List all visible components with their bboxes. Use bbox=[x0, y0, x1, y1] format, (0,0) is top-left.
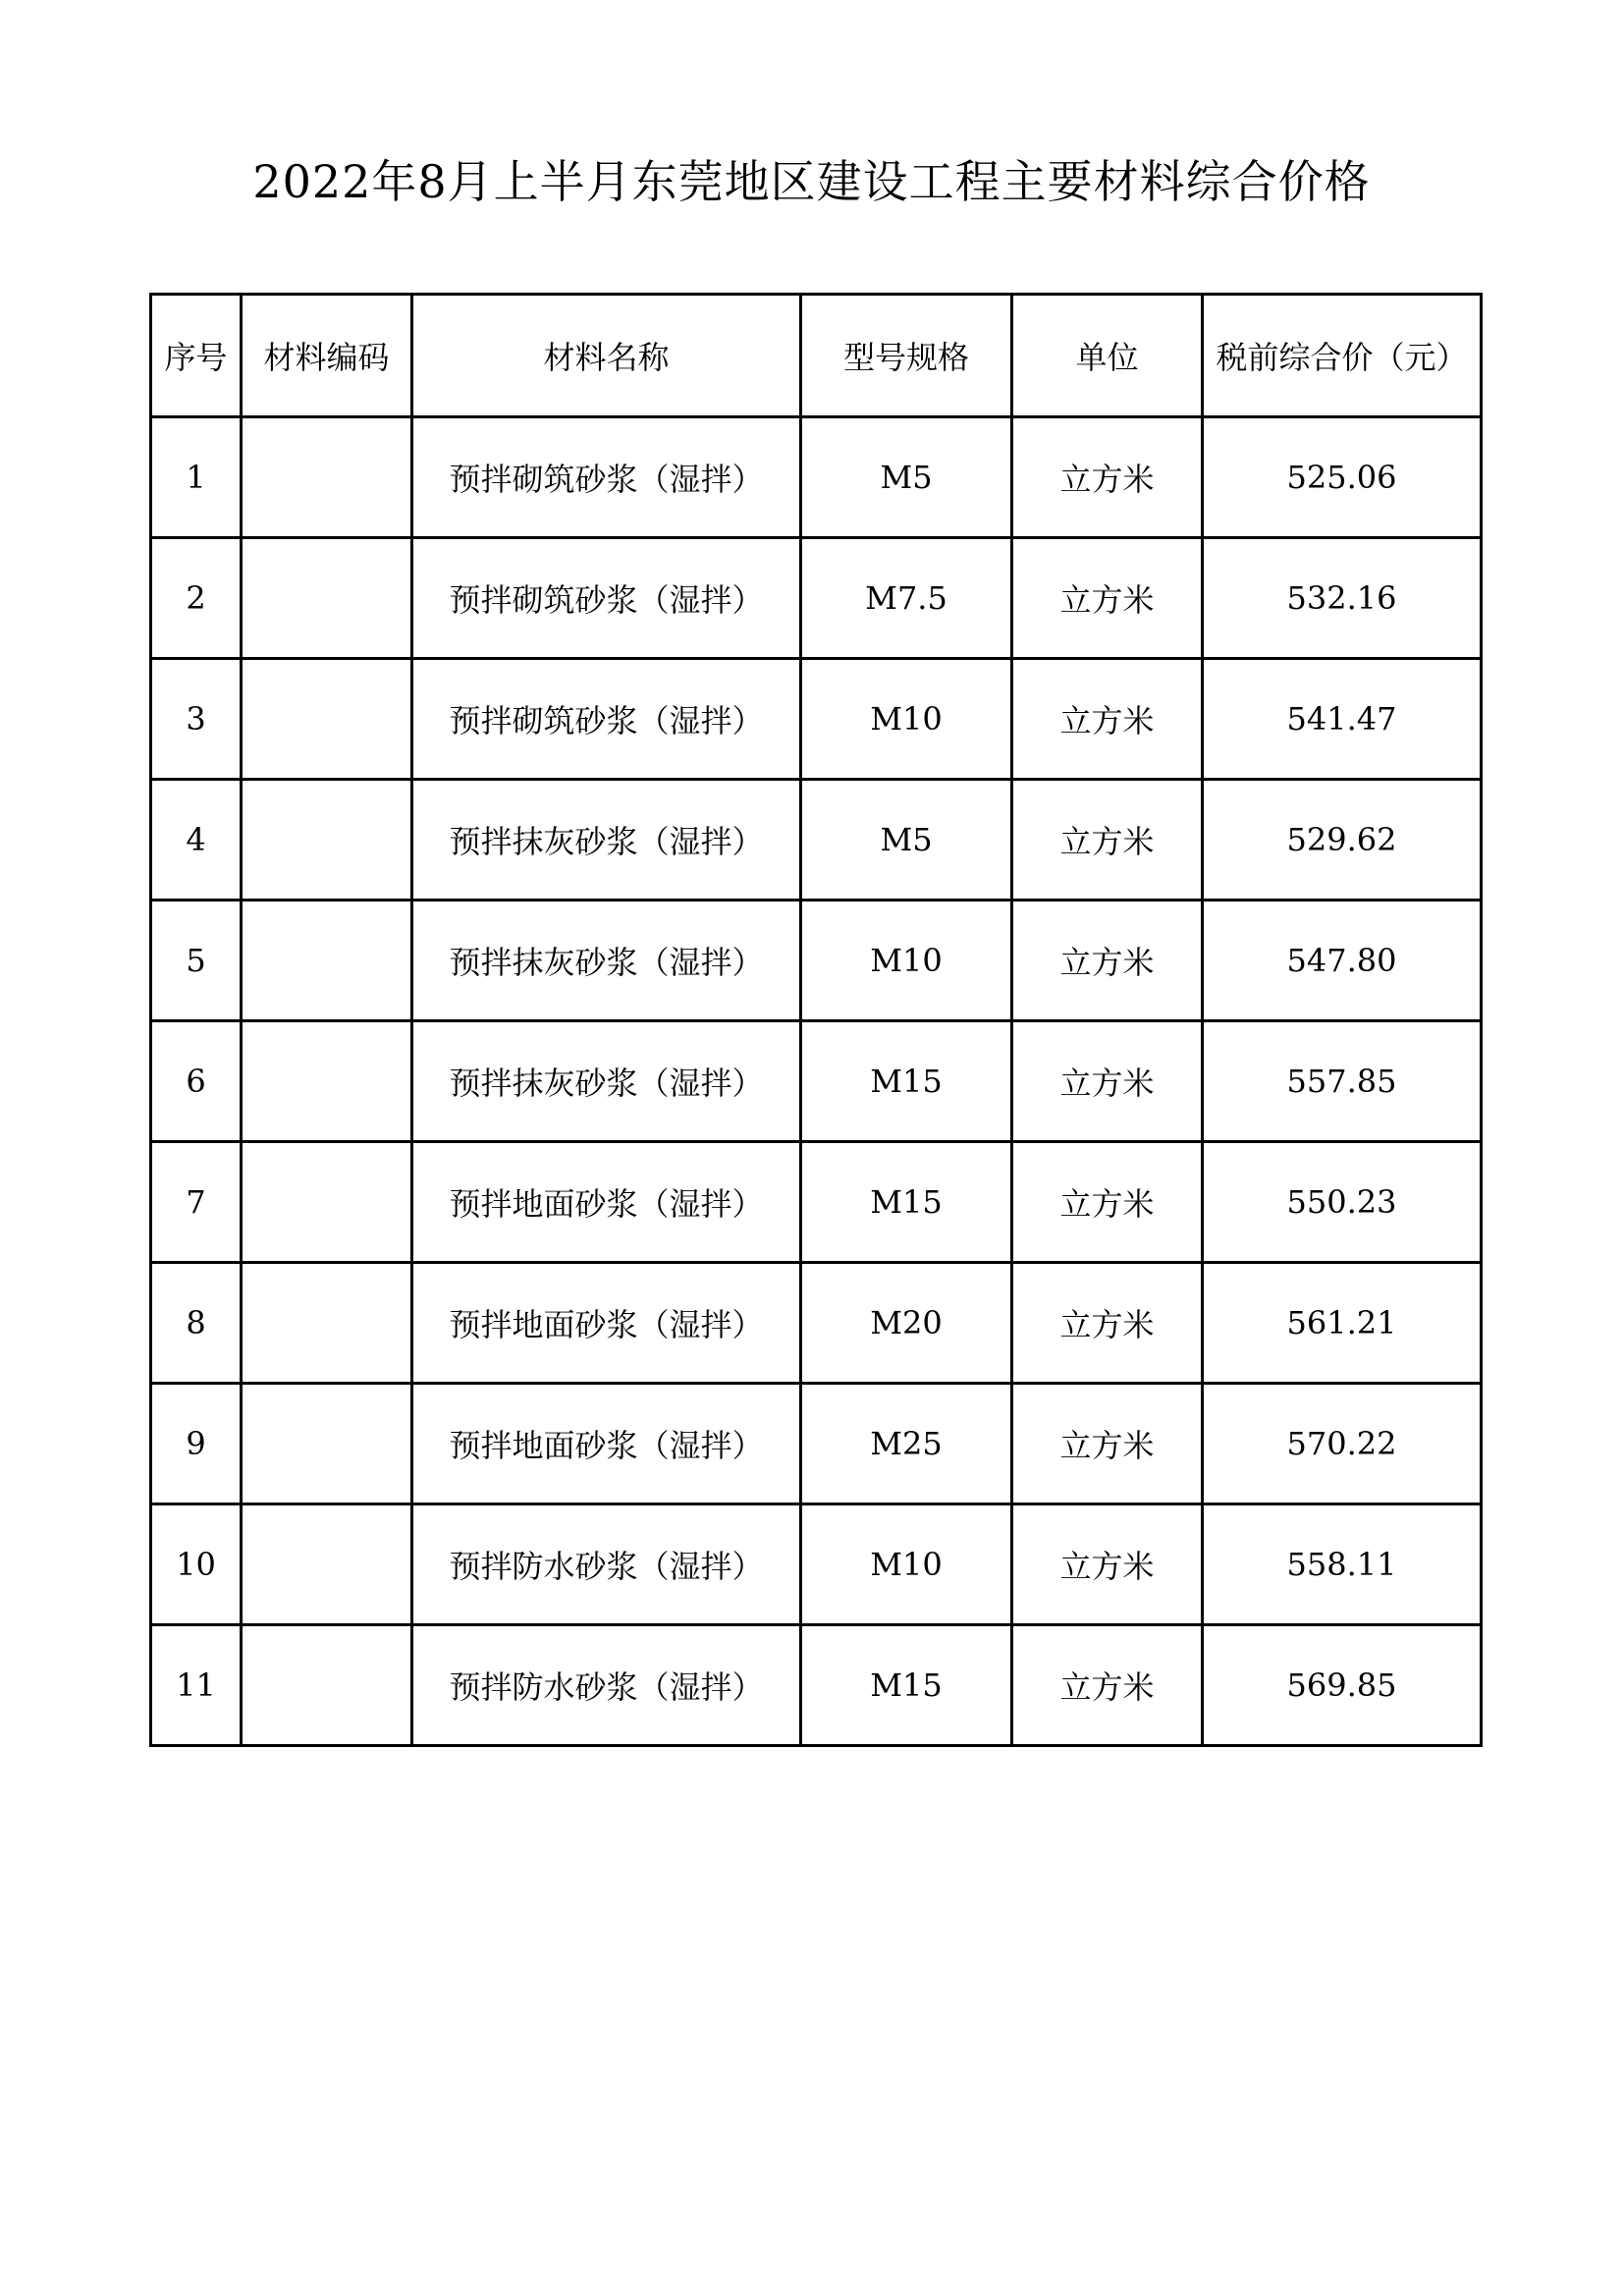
cell-price: 558.11 bbox=[1203, 1504, 1482, 1625]
cell-spec: M5 bbox=[801, 417, 1012, 538]
cell-price: 529.62 bbox=[1203, 780, 1482, 901]
cell-code bbox=[242, 780, 412, 901]
cell-spec: M15 bbox=[801, 1625, 1012, 1746]
cell-spec: M7.5 bbox=[801, 538, 1012, 659]
cell-spec: M15 bbox=[801, 1021, 1012, 1142]
cell-name: 预拌地面砂浆（湿拌） bbox=[412, 1142, 801, 1263]
table-row bbox=[151, 417, 1482, 538]
cell-unit: 立方米 bbox=[1012, 1142, 1203, 1263]
cell-spec: M20 bbox=[801, 1263, 1012, 1384]
cell-spec: M15 bbox=[801, 1142, 1012, 1263]
table-row bbox=[151, 1263, 1482, 1384]
cell-code bbox=[242, 417, 412, 538]
table-row bbox=[151, 538, 1482, 659]
cell-name: 预拌地面砂浆（湿拌） bbox=[412, 1384, 801, 1504]
header-unit: 单位 bbox=[1012, 295, 1203, 417]
table-row bbox=[151, 1142, 1482, 1263]
cell-seq: 3 bbox=[151, 659, 242, 780]
cell-seq: 4 bbox=[151, 780, 242, 901]
cell-seq: 6 bbox=[151, 1021, 242, 1142]
cell-unit: 立方米 bbox=[1012, 417, 1203, 538]
cell-name: 预拌砌筑砂浆（湿拌） bbox=[412, 538, 801, 659]
cell-unit: 立方米 bbox=[1012, 780, 1203, 901]
cell-code bbox=[242, 1142, 412, 1263]
cell-price: 570.22 bbox=[1203, 1384, 1482, 1504]
price-table bbox=[149, 293, 1483, 1747]
cell-name: 预拌防水砂浆（湿拌） bbox=[412, 1625, 801, 1746]
page-title: 2022年8月上半月东莞地区建设工程主要材料综合价格 bbox=[252, 155, 1371, 208]
cell-code bbox=[242, 1384, 412, 1504]
cell-spec: M10 bbox=[801, 901, 1012, 1021]
header-seq: 序号 bbox=[151, 295, 242, 417]
cell-price: 550.23 bbox=[1203, 1142, 1482, 1263]
header-price: 税前综合价（元） bbox=[1203, 295, 1482, 417]
table-row bbox=[151, 1384, 1482, 1504]
table-row bbox=[151, 659, 1482, 780]
table-header-row bbox=[151, 295, 1482, 417]
cell-name: 预拌抹灰砂浆（湿拌） bbox=[412, 901, 801, 1021]
cell-seq: 1 bbox=[151, 417, 242, 538]
cell-price: 569.85 bbox=[1203, 1625, 1482, 1746]
cell-spec: M25 bbox=[801, 1384, 1012, 1504]
cell-seq: 5 bbox=[151, 901, 242, 1021]
cell-code bbox=[242, 1021, 412, 1142]
cell-price: 557.85 bbox=[1203, 1021, 1482, 1142]
header-name: 材料名称 bbox=[412, 295, 801, 417]
cell-code bbox=[242, 1263, 412, 1384]
cell-unit: 立方米 bbox=[1012, 901, 1203, 1021]
cell-code bbox=[242, 659, 412, 780]
cell-unit: 立方米 bbox=[1012, 1021, 1203, 1142]
cell-spec: M5 bbox=[801, 780, 1012, 901]
cell-name: 预拌砌筑砂浆（湿拌） bbox=[412, 659, 801, 780]
cell-seq: 7 bbox=[151, 1142, 242, 1263]
cell-name: 预拌砌筑砂浆（湿拌） bbox=[412, 417, 801, 538]
cell-name: 预拌地面砂浆（湿拌） bbox=[412, 1263, 801, 1384]
cell-code bbox=[242, 1504, 412, 1625]
table-row bbox=[151, 1625, 1482, 1746]
header-code: 材料编码 bbox=[242, 295, 412, 417]
cell-unit: 立方米 bbox=[1012, 1263, 1203, 1384]
cell-unit: 立方米 bbox=[1012, 538, 1203, 659]
cell-code bbox=[242, 538, 412, 659]
cell-seq: 10 bbox=[151, 1504, 242, 1625]
table-row bbox=[151, 780, 1482, 901]
cell-code bbox=[242, 901, 412, 1021]
cell-price: 561.21 bbox=[1203, 1263, 1482, 1384]
cell-spec: M10 bbox=[801, 659, 1012, 780]
cell-unit: 立方米 bbox=[1012, 1504, 1203, 1625]
cell-price: 532.16 bbox=[1203, 538, 1482, 659]
cell-name: 预拌抹灰砂浆（湿拌） bbox=[412, 780, 801, 901]
cell-spec: M10 bbox=[801, 1504, 1012, 1625]
cell-seq: 11 bbox=[151, 1625, 242, 1746]
cell-unit: 立方米 bbox=[1012, 659, 1203, 780]
cell-seq: 2 bbox=[151, 538, 242, 659]
cell-unit: 立方米 bbox=[1012, 1625, 1203, 1746]
cell-unit: 立方米 bbox=[1012, 1384, 1203, 1504]
cell-price: 525.06 bbox=[1203, 417, 1482, 538]
cell-price: 547.80 bbox=[1203, 901, 1482, 1021]
header-spec: 型号规格 bbox=[801, 295, 1012, 417]
cell-price: 541.47 bbox=[1203, 659, 1482, 780]
cell-name: 预拌防水砂浆（湿拌） bbox=[412, 1504, 801, 1625]
cell-code bbox=[242, 1625, 412, 1746]
cell-seq: 9 bbox=[151, 1384, 242, 1504]
table-row bbox=[151, 1021, 1482, 1142]
cell-name: 预拌抹灰砂浆（湿拌） bbox=[412, 1021, 801, 1142]
table-row bbox=[151, 901, 1482, 1021]
table-row bbox=[151, 1504, 1482, 1625]
cell-seq: 8 bbox=[151, 1263, 242, 1384]
